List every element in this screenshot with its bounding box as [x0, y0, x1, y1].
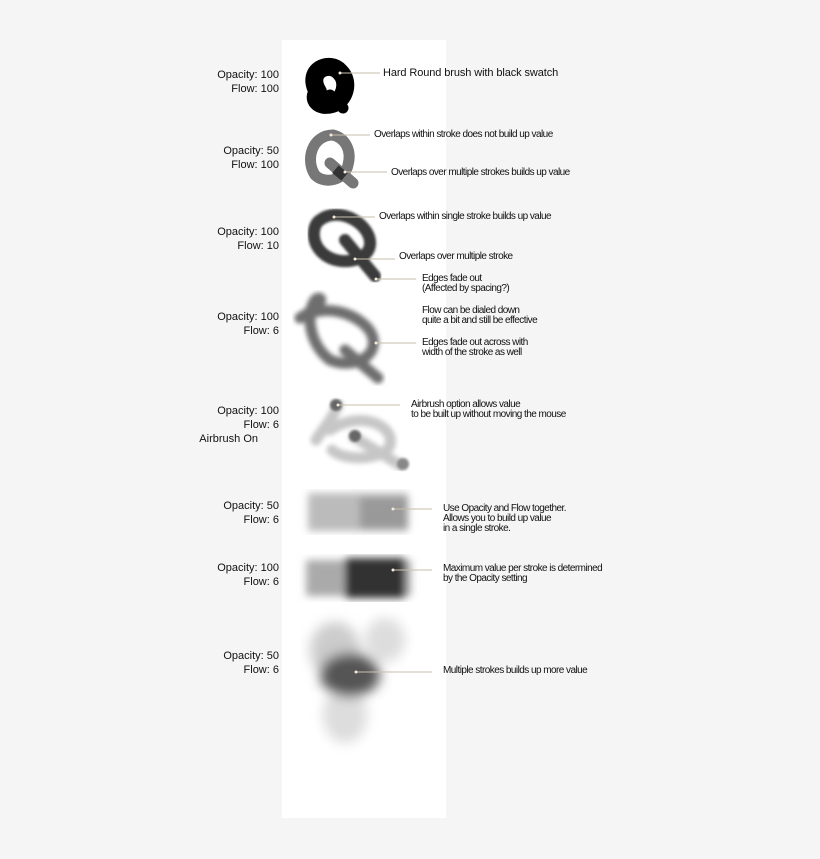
stroke-multiple — [310, 618, 405, 743]
annotation: Maximum value per stroke is determined by the Opacity setting — [443, 563, 603, 584]
annotation: Overlaps over multiple strokes builds up value — [391, 167, 570, 178]
stroke-flow-6 — [300, 298, 378, 378]
setting-label-3: Opacity: 100 Flow: 10 — [217, 226, 279, 252]
annotation: Hard Round brush with black swatch — [383, 67, 559, 79]
annotation: Overlaps within stroke does not build up value — [374, 129, 553, 140]
annotation: Edges fade out across with width of the stroke as well — [422, 337, 528, 358]
airbrush-label: Airbrush On — [199, 433, 258, 445]
annotation: Flow can be dialed down quite a bit and still be effective — [422, 305, 538, 326]
setting-label-7: Opacity: 100 Flow: 6 — [217, 562, 279, 588]
setting-label-5: Opacity: 100 Flow: 6 — [217, 405, 279, 431]
annotation: Use Opacity and Flow together. Allows you to build up value in a single stroke. — [443, 503, 567, 534]
annotation: Multiple strokes builds up more value — [443, 665, 588, 676]
annotation: Airbrush option allows value to be built up without moving the mouse — [411, 399, 566, 420]
setting-label-8: Opacity: 50 Flow: 6 — [223, 650, 279, 676]
annotation: Overlaps within single stroke builds up value — [379, 211, 552, 222]
stroke-scribble-opacity-100 — [306, 558, 411, 598]
annotation: Edges fade out (Affected by spacing?) — [422, 273, 510, 294]
setting-label-6: Opacity: 50 Flow: 6 — [223, 500, 279, 526]
setting-label-1: Opacity: 100 Flow: 100 — [217, 69, 279, 95]
stroke-scribble-opacity-50 — [308, 493, 408, 531]
setting-label-4: Opacity: 100 Flow: 6 — [217, 311, 279, 337]
stroke-opacity-50 — [311, 135, 353, 183]
annotation: Overlaps over multiple stroke — [399, 251, 513, 262]
setting-label-2: Opacity: 50 Flow: 100 — [223, 145, 279, 171]
stroke-flow-10 — [314, 215, 375, 276]
